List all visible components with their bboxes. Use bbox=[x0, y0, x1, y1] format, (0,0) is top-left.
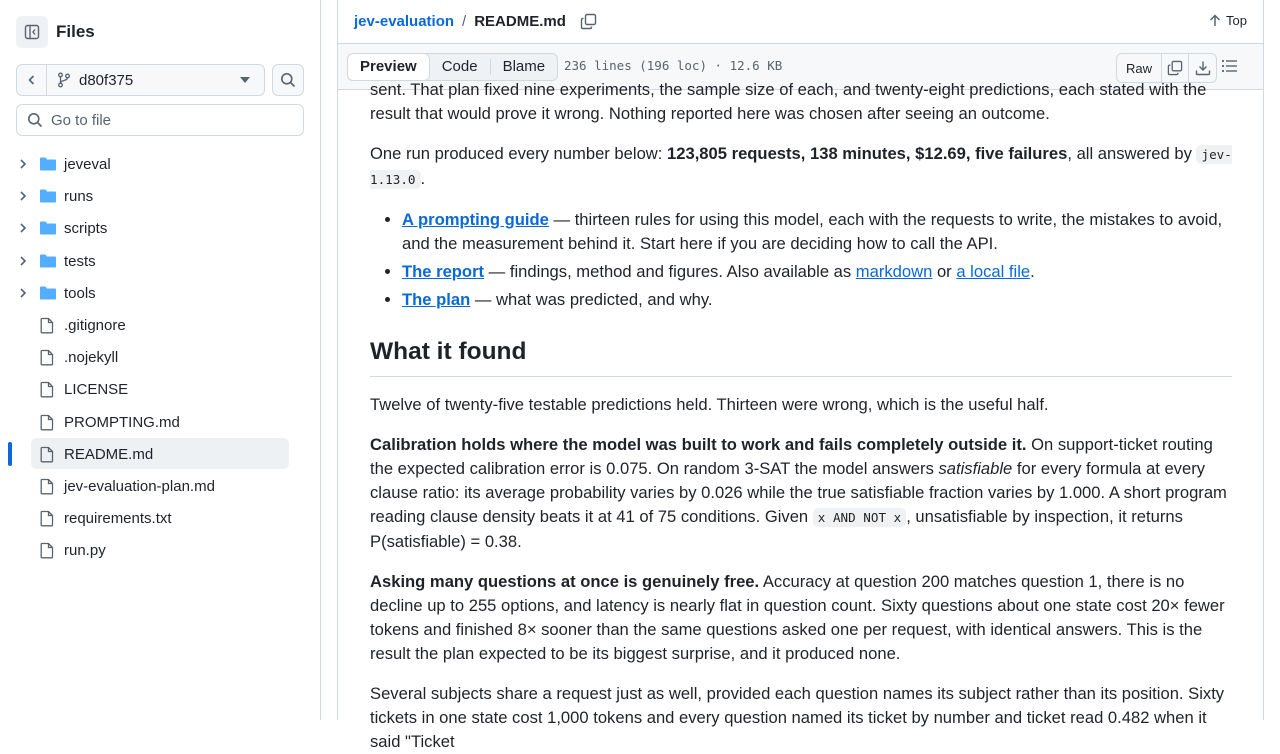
tree-item-label: PROMPTING.md bbox=[64, 413, 180, 431]
list-item bbox=[402, 288, 1232, 312]
breadcrumb bbox=[338, 0, 1263, 44]
tree-item-plan[interactable] bbox=[0, 470, 320, 502]
tree-item-gitignore[interactable] bbox=[0, 309, 320, 341]
folder-icon bbox=[39, 156, 57, 172]
run-stats: 123,805 requests, 138 minutes, $12.69, five failures bbox=[667, 144, 1068, 163]
doc-links-list bbox=[370, 208, 1232, 312]
copy-icon bbox=[1167, 60, 1183, 76]
branch-selector[interactable] bbox=[16, 64, 265, 96]
caret-down-icon bbox=[240, 77, 250, 83]
top-label: Top bbox=[1226, 13, 1247, 28]
search-icon bbox=[27, 112, 43, 128]
version-code: jev-1.13.0 bbox=[370, 147, 1232, 187]
run-pre: One run produced every number below: bbox=[370, 144, 668, 163]
local-file-link[interactable]: a local file bbox=[956, 262, 1031, 281]
subjects-paragraph: Several subjects share a request just as well, provided each question names its subject rather than its position. Sixty tickets in one state cost 1,000 tokens and every question named its ticket by number and ticket read 0.482 when it said "Ticket bbox=[370, 684, 1225, 751]
calibration-lead: Calibration holds where the model was built to work and fails completely outside it. bbox=[370, 435, 1027, 454]
search-icon bbox=[280, 72, 296, 88]
branch-row bbox=[16, 64, 304, 96]
tree-item-label: LICENSE bbox=[64, 381, 129, 399]
tree-item-prompting[interactable] bbox=[0, 406, 320, 438]
or-text: or bbox=[932, 262, 957, 281]
calibration-paragraph bbox=[370, 433, 1232, 554]
search-files-button[interactable] bbox=[272, 64, 304, 96]
view-mode-tabs bbox=[347, 53, 558, 81]
breadcrumb-repo-link[interactable]: jev-evaluation bbox=[354, 13, 455, 30]
go-to-file-field[interactable] bbox=[16, 104, 304, 136]
file-sidebar bbox=[0, 0, 321, 720]
summary-paragraph: Twelve of twenty-five testable predictions held. Thirteen were wrong, which is the useful half. bbox=[370, 395, 1049, 414]
run-end: . bbox=[420, 169, 426, 188]
guide-description: — thirteen rules for using this model, each with the requests to write, the mistakes to avoid, and the measurement behind it. Start here if you are deciding how to call the API. bbox=[402, 210, 1223, 253]
file-meta: 236 lines (196 loc) · 12.6 KB bbox=[564, 58, 783, 73]
tree-item-license[interactable] bbox=[0, 373, 320, 405]
plan-description: — what was predicted, and why. bbox=[470, 290, 713, 309]
tree-item-label: requirements.txt bbox=[64, 510, 172, 528]
batching-lead: Asking many questions at once is genuinely free. bbox=[370, 572, 760, 591]
file-icon bbox=[39, 381, 55, 398]
file-icon bbox=[39, 414, 55, 431]
run-paragraph bbox=[370, 142, 1232, 192]
tree-item-label: tests bbox=[64, 252, 96, 270]
batching-text: Accuracy at question 200 matches question 1, there is no decline up to 255 options, and latency is nearly flat in question count. Sixty questions about one state cost 20× fewer tokens and finished 8× sooner than the same questions asked one per request, with identical answers. This is the result the plan expected to be its biggest surprise, and it produced none. bbox=[370, 572, 1225, 663]
tree-item-jeveval[interactable] bbox=[0, 148, 320, 180]
folder-icon bbox=[39, 220, 57, 236]
folder-icon bbox=[39, 285, 57, 301]
tab-code[interactable]: Code bbox=[441, 58, 478, 75]
file-view bbox=[337, 0, 1264, 751]
tree-item-readme[interactable] bbox=[0, 438, 320, 470]
tree-item-scripts[interactable] bbox=[0, 212, 320, 244]
git-branch-icon bbox=[57, 72, 71, 88]
plan-link[interactable]: The plan bbox=[402, 290, 471, 309]
batching-paragraph bbox=[370, 570, 1232, 666]
chevron-left-icon bbox=[26, 74, 38, 86]
chevron-right-icon bbox=[18, 222, 28, 234]
back-button[interactable] bbox=[17, 65, 47, 95]
calibration-text-b: for every formula at every clause ratio: its average probability varies by 0.026 while the true satisfiable fraction varies by 1.000. A short program reading clause density beats it at 41 of 75 conditions. Given bbox=[370, 459, 1227, 526]
file-icon bbox=[39, 478, 55, 495]
readme-content bbox=[370, 80, 1232, 751]
file-tree bbox=[0, 148, 320, 566]
list-item bbox=[402, 208, 1232, 256]
report-description: — findings, method and figures. Also available as bbox=[484, 262, 856, 281]
run-mid: , all answered by bbox=[1067, 144, 1197, 163]
file-icon bbox=[39, 446, 55, 463]
tree-item-label: tools bbox=[64, 284, 96, 302]
intro-paragraph: sent. That plan fixed nine experiments, the sample size of each, and twenty-eight predictions, each stated with the result that would prove it wrong. Nothing reported here was chosen after seeing an outcome. bbox=[370, 80, 1207, 123]
section-heading: What it found bbox=[370, 336, 1232, 377]
tree-item-label: runs bbox=[64, 188, 94, 206]
scroll-top-button[interactable] bbox=[1209, 13, 1247, 28]
go-to-file-input[interactable] bbox=[51, 112, 291, 129]
sidebar-collapse-icon bbox=[24, 24, 40, 40]
branch-label bbox=[57, 72, 240, 89]
tab-blame[interactable]: Blame bbox=[502, 58, 546, 75]
chevron-right-icon bbox=[18, 255, 28, 267]
file-icon bbox=[39, 349, 55, 366]
tree-item-label: scripts bbox=[64, 220, 108, 238]
outline-button[interactable] bbox=[1221, 58, 1238, 79]
tree-item-tests[interactable] bbox=[0, 245, 320, 277]
branch-name: d80f375 bbox=[79, 71, 134, 89]
markdown-link[interactable]: markdown bbox=[855, 262, 933, 281]
sidebar-header bbox=[16, 16, 95, 48]
active-indicator bbox=[8, 442, 12, 466]
list-unordered-icon bbox=[1221, 58, 1238, 74]
tab-preview[interactable]: Preview bbox=[347, 53, 430, 81]
calibration-text-c: , unsatisfiable by inspection, it returns P(satisfiable) = 0.38. bbox=[370, 507, 1183, 551]
breadcrumb-separator: / bbox=[462, 13, 467, 30]
file-icon bbox=[39, 542, 55, 559]
formula-code: x AND NOT x bbox=[813, 508, 906, 527]
list-item bbox=[402, 260, 1232, 284]
breadcrumb-file-name: README.md bbox=[474, 13, 566, 30]
tree-item-label: run.py bbox=[64, 542, 106, 560]
tree-item-run-py[interactable] bbox=[0, 534, 320, 566]
chevron-right-icon bbox=[18, 190, 28, 202]
copy-path-button[interactable] bbox=[580, 13, 597, 30]
chevron-right-icon bbox=[18, 158, 28, 170]
copy-icon bbox=[580, 13, 597, 30]
download-icon bbox=[1195, 60, 1211, 76]
tree-item-requirements[interactable] bbox=[0, 502, 320, 534]
folder-icon bbox=[39, 188, 57, 204]
tree-item-label: jev-evaluation-plan.md bbox=[64, 477, 215, 495]
tree-item-tools[interactable] bbox=[0, 277, 320, 309]
arrow-up-icon bbox=[1209, 14, 1221, 27]
folder-icon bbox=[39, 253, 57, 269]
raw-button[interactable]: Raw bbox=[1117, 54, 1162, 82]
tree-item-label: .gitignore bbox=[64, 316, 126, 334]
tree-item-label: jeveval bbox=[64, 156, 111, 173]
tree-item-label: README.md bbox=[64, 445, 154, 463]
tree-item-nojekyll[interactable] bbox=[0, 341, 320, 373]
satisfiable-term: satisfiable bbox=[938, 459, 1013, 478]
calibration-text-a: On support-ticket routing the expected calibration error is 0.075. On random 3-SAT the model answers bbox=[370, 435, 1213, 478]
report-link[interactable]: The report bbox=[402, 262, 485, 281]
sidebar-title: Files bbox=[56, 22, 95, 41]
collapse-sidebar-button[interactable] bbox=[16, 16, 48, 48]
file-icon bbox=[39, 510, 55, 527]
report-end: . bbox=[1030, 262, 1035, 281]
tree-item-runs[interactable] bbox=[0, 180, 320, 212]
tree-item-label: .nojekyll bbox=[64, 349, 119, 367]
file-icon bbox=[39, 317, 55, 334]
prompting-guide-link[interactable]: A prompting guide bbox=[402, 210, 549, 229]
chevron-right-icon bbox=[18, 287, 28, 299]
